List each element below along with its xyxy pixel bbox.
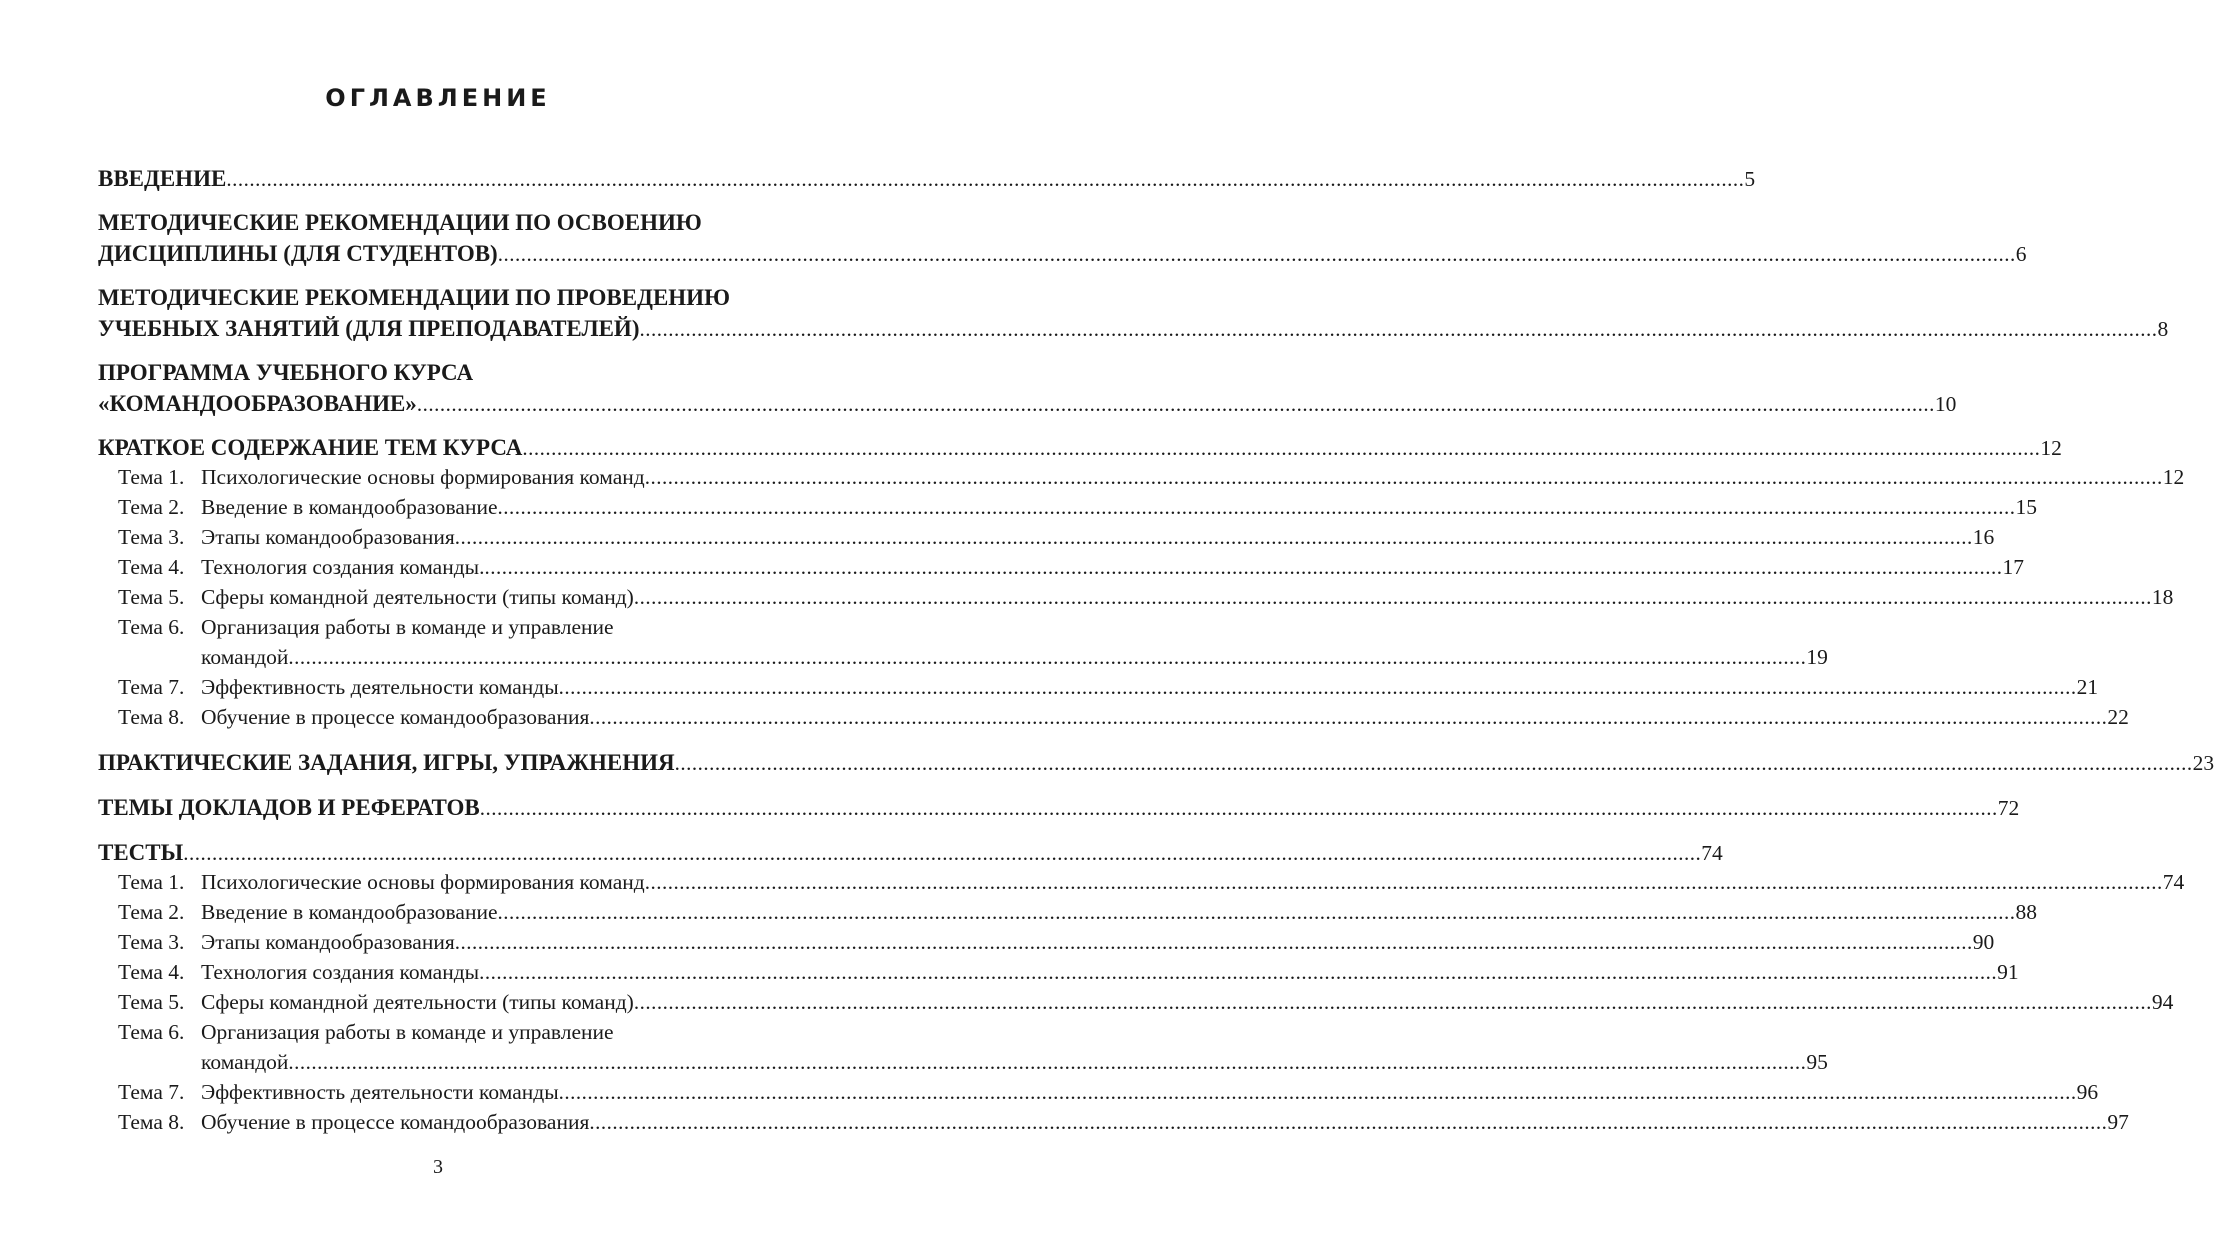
- toc-subentry[interactable]: [98, 525, 1995, 555]
- dot-leader: [417, 392, 1935, 417]
- toc-entry-tests[interactable]: [98, 840, 1723, 870]
- topic-number: Тема 8.: [118, 1110, 185, 1134]
- toc-entry-program[interactable]: [98, 391, 1957, 421]
- topic-number: Тема 4.: [118, 960, 185, 984]
- toc-subentry[interactable]: [98, 900, 2038, 930]
- toc-page-number: 6: [2015, 242, 2027, 266]
- toc-subentry[interactable]: [98, 495, 2038, 525]
- topic-number: Тема 6.: [118, 615, 185, 639]
- toc-subentry[interactable]: [98, 930, 1995, 960]
- toc-page-number: 8: [2157, 317, 2169, 341]
- toc-subentry[interactable]: [98, 465, 2185, 495]
- toc-page-number: 5: [1744, 167, 1756, 191]
- dot-leader: [479, 960, 1997, 985]
- dot-leader: [498, 495, 2016, 520]
- toc-page-number: 17: [2002, 555, 2024, 579]
- toc-page-number: 18: [2151, 585, 2174, 609]
- toc-entry-reports[interactable]: [98, 795, 2020, 825]
- dot-leader: [455, 525, 1973, 550]
- toc-subentry[interactable]: [98, 555, 2024, 585]
- toc-subentry[interactable]: [98, 960, 2019, 990]
- toc-subentry[interactable]: [98, 615, 781, 645]
- topic-number: Тема 2.: [118, 495, 185, 519]
- topic-title: Психологические основы формирования команд: [201, 870, 645, 894]
- toc-page-number: 94: [2151, 990, 2174, 1014]
- toc-page-number: 16: [1972, 525, 1995, 549]
- toc-entry-label: МЕТОДИЧЕСКИЕ РЕКОМЕНДАЦИИ ПО ПРОВЕДЕНИЮ: [98, 285, 730, 310]
- topic-number: Тема 4.: [118, 555, 185, 579]
- dot-leader: [498, 900, 2016, 925]
- topic-title: командой: [201, 1050, 289, 1074]
- dot-leader: [183, 841, 1701, 866]
- topic-number: Тема 7.: [118, 675, 185, 699]
- toc-page-number: 21: [2076, 675, 2099, 699]
- dot-leader: [455, 930, 1973, 955]
- toc-page-number: 96: [2076, 1080, 2099, 1104]
- toc-page-number: 74: [1701, 841, 1723, 865]
- toc-entry-practice[interactable]: [98, 750, 2214, 780]
- topic-title: Введение в командообразование: [201, 495, 498, 519]
- dot-leader: [645, 465, 2163, 490]
- topic-title: Эффективность деятельности команды: [201, 675, 559, 699]
- toc-page-number: 15: [2015, 495, 2038, 519]
- dot-leader: [226, 167, 1744, 192]
- toc-subentry-continuation[interactable]: [98, 1050, 1828, 1080]
- toc-page-number: 19: [1806, 645, 1828, 669]
- topic-title: Психологические основы формирования команд: [201, 465, 645, 489]
- toc-subentry-continuation[interactable]: [98, 645, 1828, 675]
- toc-page-number: 72: [1997, 796, 2020, 820]
- topic-title: Организация работы в команде и управление: [201, 615, 614, 639]
- topic-number: Тема 3.: [118, 525, 185, 549]
- toc-page-number: 74: [2162, 870, 2185, 894]
- dot-leader: [559, 675, 2077, 700]
- topic-title: Этапы командообразования: [201, 525, 455, 549]
- topic-title: Технология создания команды.: [201, 555, 485, 579]
- toc-page-number: 10: [1934, 392, 1957, 416]
- toc-entry-label: ПРОГРАММА УЧЕБНОГО КУРСА: [98, 360, 474, 385]
- toc-entry-intro[interactable]: [98, 166, 1756, 196]
- topic-number: Тема 5.: [118, 585, 185, 609]
- toc-page-number: 88: [2015, 900, 2038, 924]
- topic-title: командой: [201, 645, 289, 669]
- toc-subentry[interactable]: [98, 1080, 2099, 1110]
- dot-leader: [675, 751, 2193, 776]
- page-title: ОГЛАВЛЕНИЕ: [325, 84, 551, 112]
- topic-title: Введение в командообразование: [201, 900, 498, 924]
- dot-leader: [634, 585, 2152, 610]
- dot-leader: [589, 1110, 2107, 1135]
- toc-entry-program-line1[interactable]: [98, 360, 781, 390]
- toc-entry-label: МЕТОДИЧЕСКИЕ РЕКОМЕНДАЦИИ ПО ОСВОЕНИЮ: [98, 210, 702, 235]
- toc-subentry[interactable]: [98, 1110, 2129, 1140]
- toc-entry-label: ПРАКТИЧЕСКИЕ ЗАДАНИЯ, ИГРЫ, УПРАЖНЕНИЯ: [98, 750, 675, 775]
- dot-leader: [645, 870, 2163, 895]
- page-number-footer: 3: [433, 1156, 443, 1178]
- topic-title: Обучение в процессе командообразования: [201, 705, 590, 729]
- toc-entry-method-students-line1[interactable]: [98, 210, 781, 240]
- toc-page-number: 91: [1997, 960, 2019, 984]
- toc-entry-label: ТЕМЫ ДОКЛАДОВ И РЕФЕРАТОВ: [98, 795, 480, 820]
- toc-subentry[interactable]: [98, 705, 2129, 735]
- toc-entry-label: КРАТКОЕ СОДЕРЖАНИЕ ТЕМ КУРСА: [98, 435, 523, 460]
- toc-entry-label: ТЕСТЫ: [98, 840, 184, 865]
- topic-title: Обучение в процессе командообразования: [201, 1110, 590, 1134]
- toc-entry-label: «КОМАНДООБРАЗОВАНИЕ»: [98, 391, 417, 416]
- topic-title: Эффективность деятельности команды: [201, 1080, 559, 1104]
- dot-leader: [480, 796, 1998, 821]
- topic-title: Этапы командообразования: [201, 930, 455, 954]
- toc-entry-summary[interactable]: [98, 435, 2062, 465]
- dot-leader: [522, 436, 2040, 461]
- topic-title: Технология создания команды: [201, 960, 480, 984]
- dot-leader: [498, 242, 2016, 267]
- toc-subentry[interactable]: [98, 870, 2185, 900]
- toc-page-number: 23: [2192, 751, 2214, 775]
- topic-title: Сферы командной деятельности (типы команд): [201, 990, 634, 1014]
- dot-leader: [484, 555, 2002, 580]
- toc-page-number: 12: [2162, 465, 2185, 489]
- toc-entry-method-students[interactable]: [98, 241, 2027, 271]
- topic-number: Тема 3.: [118, 930, 185, 954]
- toc-subentry[interactable]: [98, 675, 2099, 705]
- toc-subentry[interactable]: [98, 990, 2174, 1020]
- toc-subentry[interactable]: [98, 585, 2174, 615]
- topic-title: Организация работы в команде и управление: [201, 1020, 614, 1044]
- toc-page-number: 90: [1972, 930, 1995, 954]
- dot-leader: [589, 705, 2107, 730]
- topic-number: Тема 1.: [118, 870, 185, 894]
- toc-entry-label: ВВЕДЕНИЕ: [98, 166, 227, 191]
- dot-leader: [639, 317, 2157, 342]
- topic-number: Тема 2.: [118, 900, 185, 924]
- toc-entry-label: ДИСЦИПЛИНЫ (ДЛЯ СТУДЕНТОВ): [98, 241, 498, 266]
- topic-number: Тема 6.: [118, 1020, 185, 1044]
- toc-entry-method-teachers-line1[interactable]: [98, 285, 781, 315]
- toc-page-number: 97: [2107, 1110, 2129, 1134]
- topic-number: Тема 8.: [118, 705, 185, 729]
- dot-leader: [634, 990, 2152, 1015]
- dot-leader: [288, 645, 1806, 670]
- toc-entry-label: УЧЕБНЫХ ЗАНЯТИЙ (ДЛЯ ПРЕПОДАВАТЕЛЕЙ): [98, 316, 640, 341]
- toc-entry-method-teachers[interactable]: [98, 316, 2169, 346]
- topic-number: Тема 5.: [118, 990, 185, 1014]
- toc-page-number: 95: [1806, 1050, 1828, 1074]
- toc-page-number: 12: [2040, 436, 2062, 460]
- toc-page-number: 22: [2107, 705, 2129, 729]
- toc-subentry[interactable]: [98, 1020, 781, 1050]
- dot-leader: [559, 1080, 2077, 1105]
- topic-number: Тема 1.: [118, 465, 185, 489]
- topic-title: Сферы командной деятельности (типы команд): [201, 585, 634, 609]
- dot-leader: [288, 1050, 1806, 1075]
- topic-number: Тема 7.: [118, 1080, 185, 1104]
